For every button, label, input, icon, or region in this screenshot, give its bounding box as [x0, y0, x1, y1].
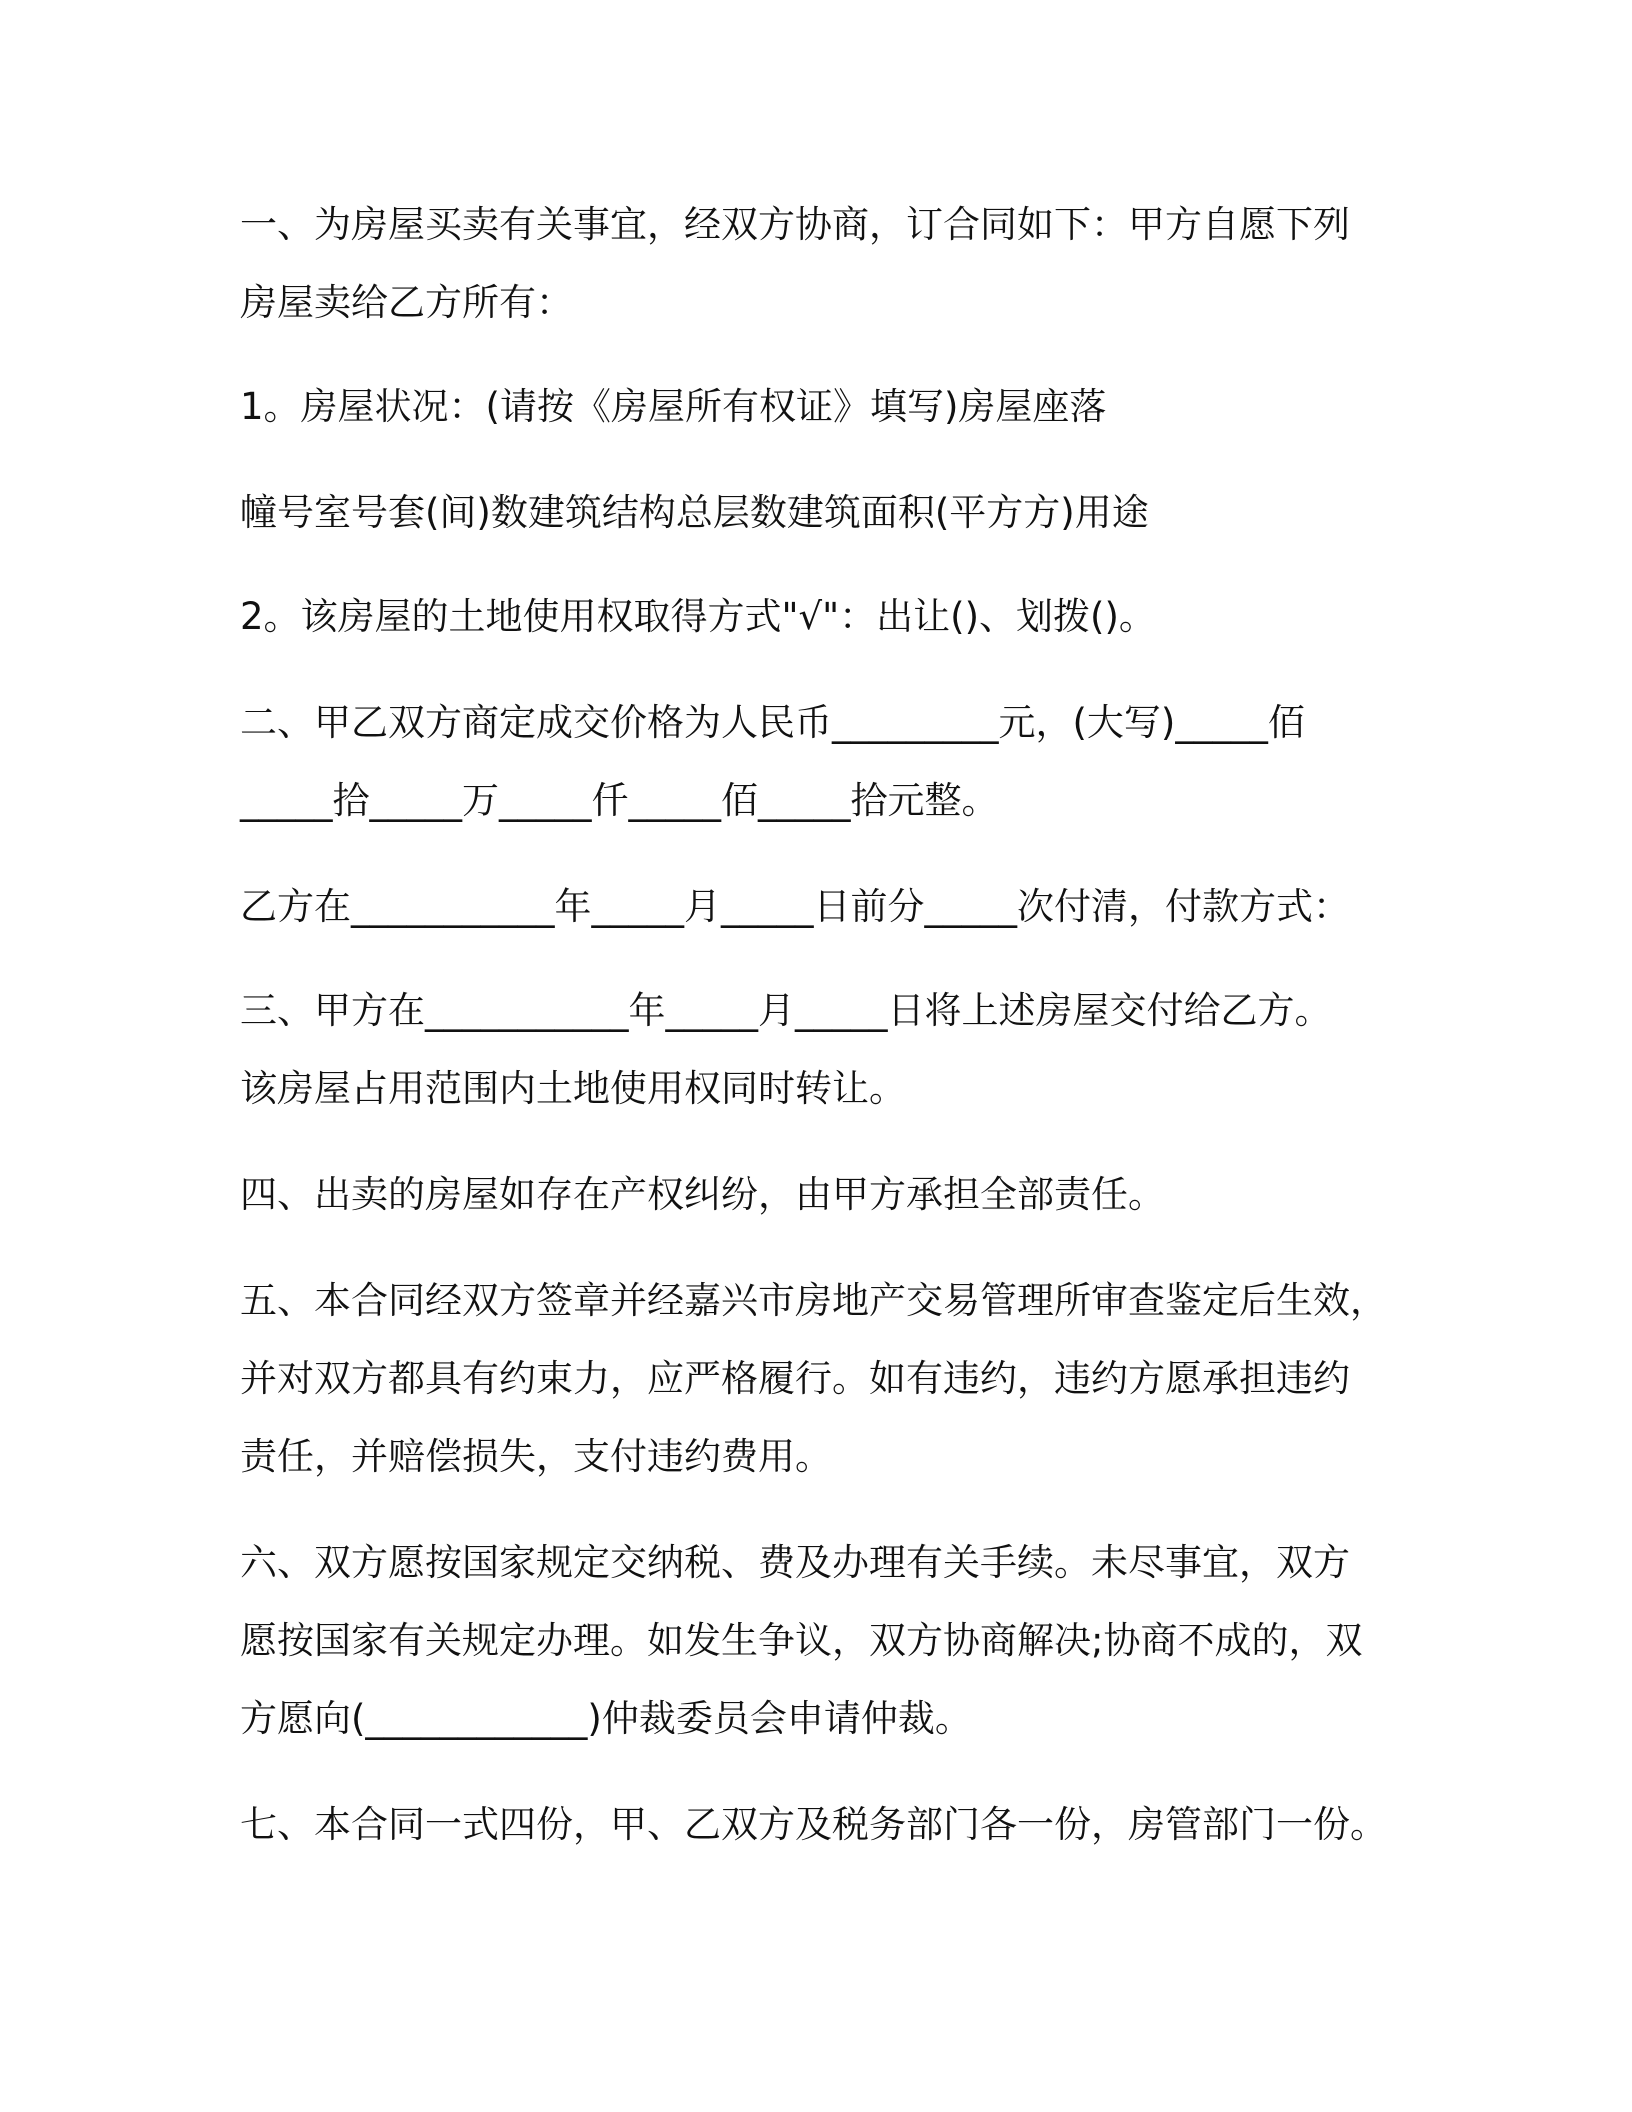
clause-7-copies: 七、本合同一式四份，甲、乙双方及税务部门各一份，房管部门一份。 — [240, 1803, 1387, 1846]
clause-1-item-1: 1。房屋状况：(请按《房屋所有权证》填写)房屋座落 — [240, 385, 1107, 428]
clause-2-payment: 乙方在___________年_____月_____日前分_____次付清，付款方式： — [240, 885, 1350, 928]
clause-3-delivery: 三、甲方在___________年_____月_____日将上述房屋交付给乙方。 该房屋占用范围内土地使用权同时转让。 — [240, 989, 1332, 1110]
contract-body — [240, 186, 1440, 1864]
clause-1-item-1-fields: 幢号室号套(间)数建筑结构总层数建筑面积(平方方)用途 — [240, 491, 1149, 534]
clause-1-intro: 一、为房屋买卖有关事宜，经双方协商，订合同如下：甲方自愿下列 房屋卖给乙方所有： — [240, 203, 1350, 324]
clause-1-item-2: 2。该房屋的土地使用权取得方式"√"：出让()、划拨()。 — [240, 595, 1156, 638]
clause-5-effect: 五、本合同经双方签章并经嘉兴市房地产交易管理所审查鉴定后生效， 并对双方都具有约束力，应严格履行。如有违约，违约方愿承担违约 责任，并赔偿损失，支付违约费用。 — [240, 1279, 1387, 1478]
clause-2-price: 二、甲乙双方商定成交价格为人民币_________元，(大写)_____佰 _____拾_____万_____仟_____佰_____拾元整。 — [240, 701, 1305, 822]
clause-6-arbitration: 六、双方愿按国家规定交纳税、费及办理有关手续。未尽事宜，双方 愿按国家有关规定办理。如发生争议，双方协商解决;协商不成的，双 方愿向(____________)仲裁委员会申请仲裁。 — [240, 1541, 1363, 1740]
clause-4-dispute: 四、出卖的房屋如存在产权纠纷，由甲方承担全部责任。 — [240, 1173, 1165, 1216]
